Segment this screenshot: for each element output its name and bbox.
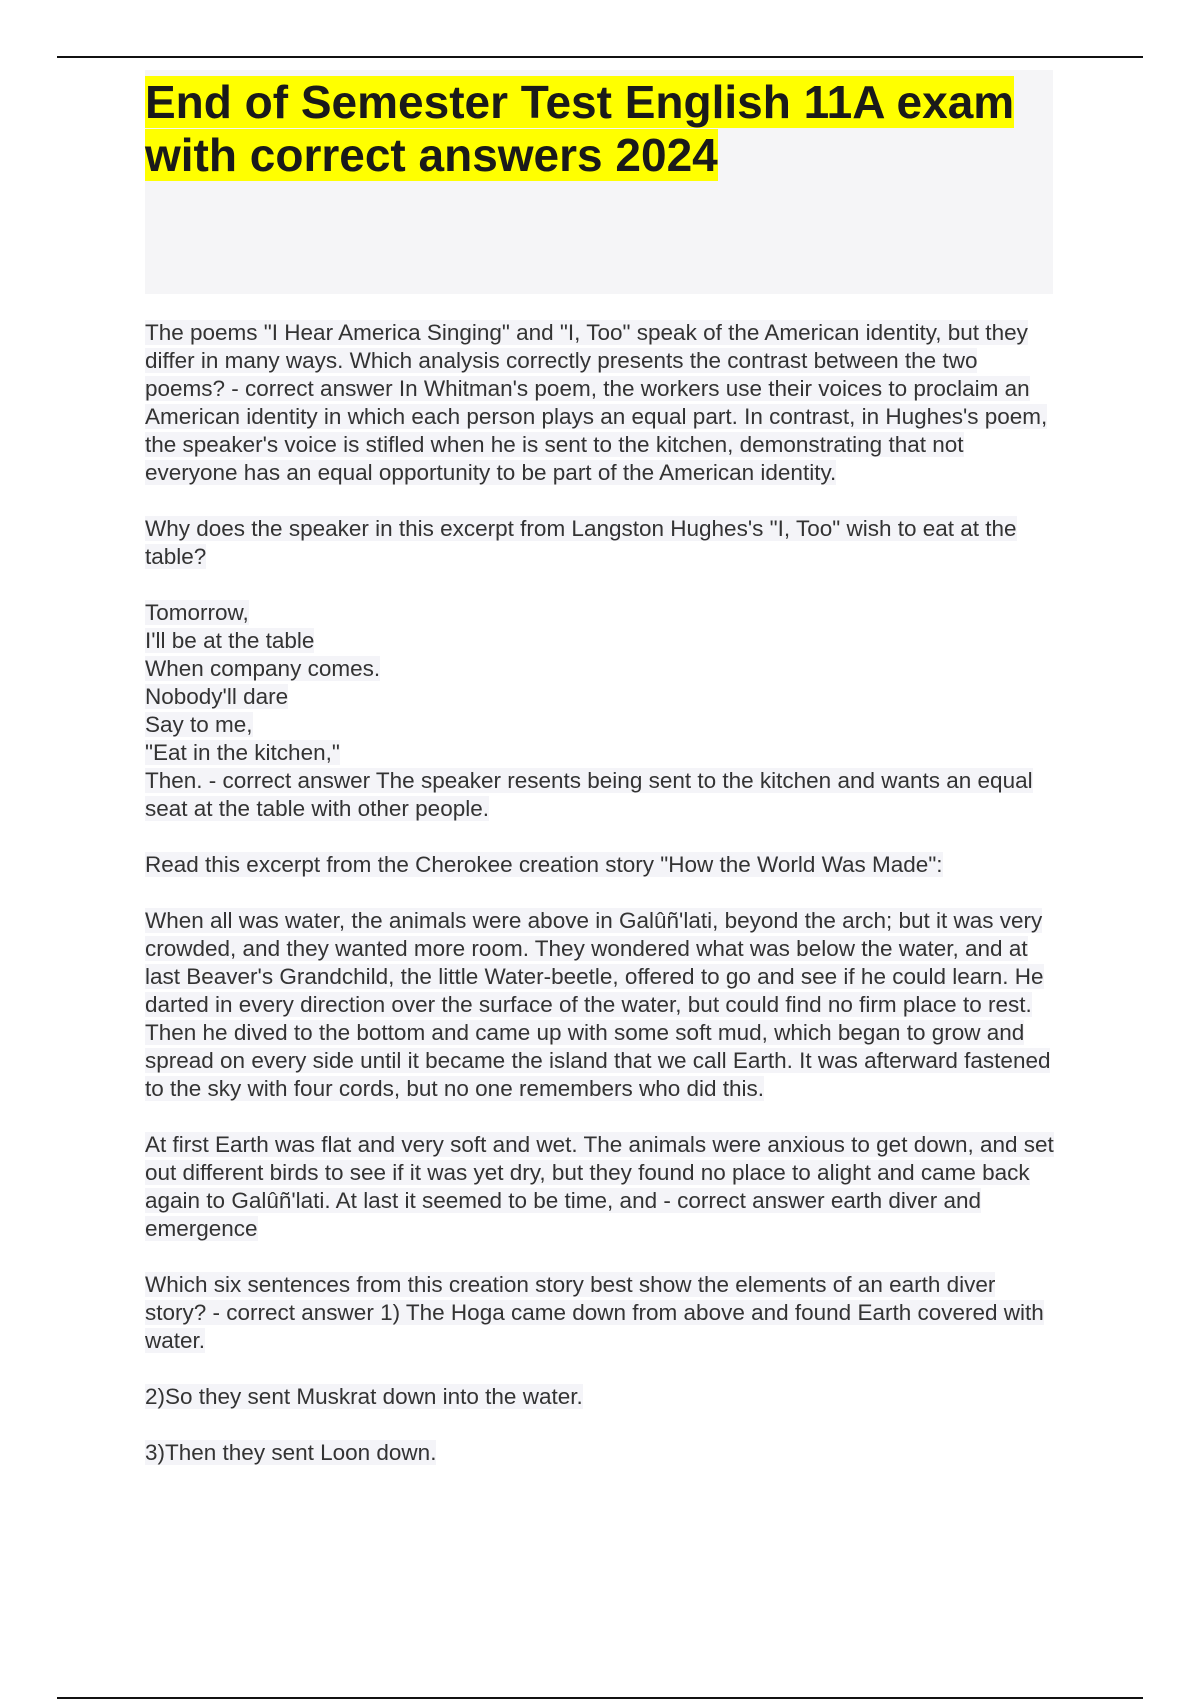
paragraph-q2-text: Why does the speaker in this excerpt from Langston Hughes's "I, Too" wish to eat at the table? (145, 516, 1017, 569)
title-block (145, 70, 1053, 294)
poem-line (145, 739, 1060, 767)
paragraph-text: Read this excerpt from the Cherokee creation story "How the World Was Made": (145, 852, 943, 877)
paragraph-text: At first Earth was flat and very soft and wet. The animals were anxious to get down, and set out different birds to see if it was yet dry, but they found no place to alight and came back again to Galûñ'lati. At last it seemed to be time, and - correct answer earth diver and emergence (145, 1132, 1054, 1241)
paragraph-six-sentences (145, 1271, 1060, 1355)
title-highlight: End of Semester Test English 11A exam with correct answers 2024 (145, 76, 1015, 181)
poem-line (145, 711, 1060, 739)
paragraph-cherokee-excerpt-2 (145, 1131, 1060, 1243)
paragraph-answer-3 (145, 1439, 1060, 1467)
poem-line-text: I'll be at the table (145, 628, 315, 653)
poem-line (145, 627, 1060, 655)
paragraph-q1 (145, 319, 1060, 487)
paragraph-cherokee-excerpt-1 (145, 907, 1060, 1103)
paragraph-q2 (145, 515, 1060, 571)
poem-answer (145, 767, 1060, 823)
poem-line (145, 655, 1060, 683)
document-title (145, 70, 1053, 182)
poem-line (145, 683, 1060, 711)
paragraph-text: Which six sentences from this creation story best show the elements of an earth diver story? - correct answer 1) The Hoga came down from above and found Earth covered with water. (145, 1272, 1044, 1353)
document-body (145, 319, 1060, 1495)
paragraph-text: When all was water, the animals were above in Galûñ'lati, beyond the arch; but it was very crowded, and they wanted more room. They wondered what was below the water, and at last Beaver's Grandchild, the little Water-beetle, offered to go and see if he could learn. He darted in every direction over the surface of the water, but could find no firm place to rest. Then he dived to the bottom and came up with some soft mud, which began to grow and spread on every side until it became the island that we call Earth. It was afterward fastened to the sky with four cords, but no one remembers who did this. (145, 908, 1051, 1101)
paragraph-text: 2)So they sent Muskrat down into the water. (145, 1384, 583, 1409)
paragraph-q1-text: The poems "I Hear America Singing" and "I, Too" speak of the American identity, but they differ in many ways. Which analysis correctly presents the contrast between the two poems? - correct answer In Whitman's poem, the workers use their voices to proclaim an American identity in which each person plays an equal part. In contrast, in Hughes's poem, the speaker's voice is stifled when he is sent to the kitchen, demonstrating that not everyone has an equal opportunity to be part of the American identity. (145, 320, 1048, 485)
poem-answer-text: Then. - correct answer The speaker resents being sent to the kitchen and wants an equal seat at the table with other people. (145, 768, 1033, 821)
paragraph-text: 3)Then they sent Loon down. (145, 1440, 437, 1465)
poem-line-text: "Eat in the kitchen," (145, 740, 340, 765)
poem-line (145, 599, 1060, 627)
paragraph-cherokee-intro (145, 851, 1060, 879)
poem-line-text: Tomorrow, (145, 600, 249, 625)
poem-line-text: Nobody'll dare (145, 684, 289, 709)
paragraph-answer-2 (145, 1383, 1060, 1411)
bottom-rule (57, 1697, 1143, 1699)
top-rule (57, 56, 1143, 58)
poem-line-text: When company comes. (145, 656, 381, 681)
poem-line-text: Say to me, (145, 712, 253, 737)
